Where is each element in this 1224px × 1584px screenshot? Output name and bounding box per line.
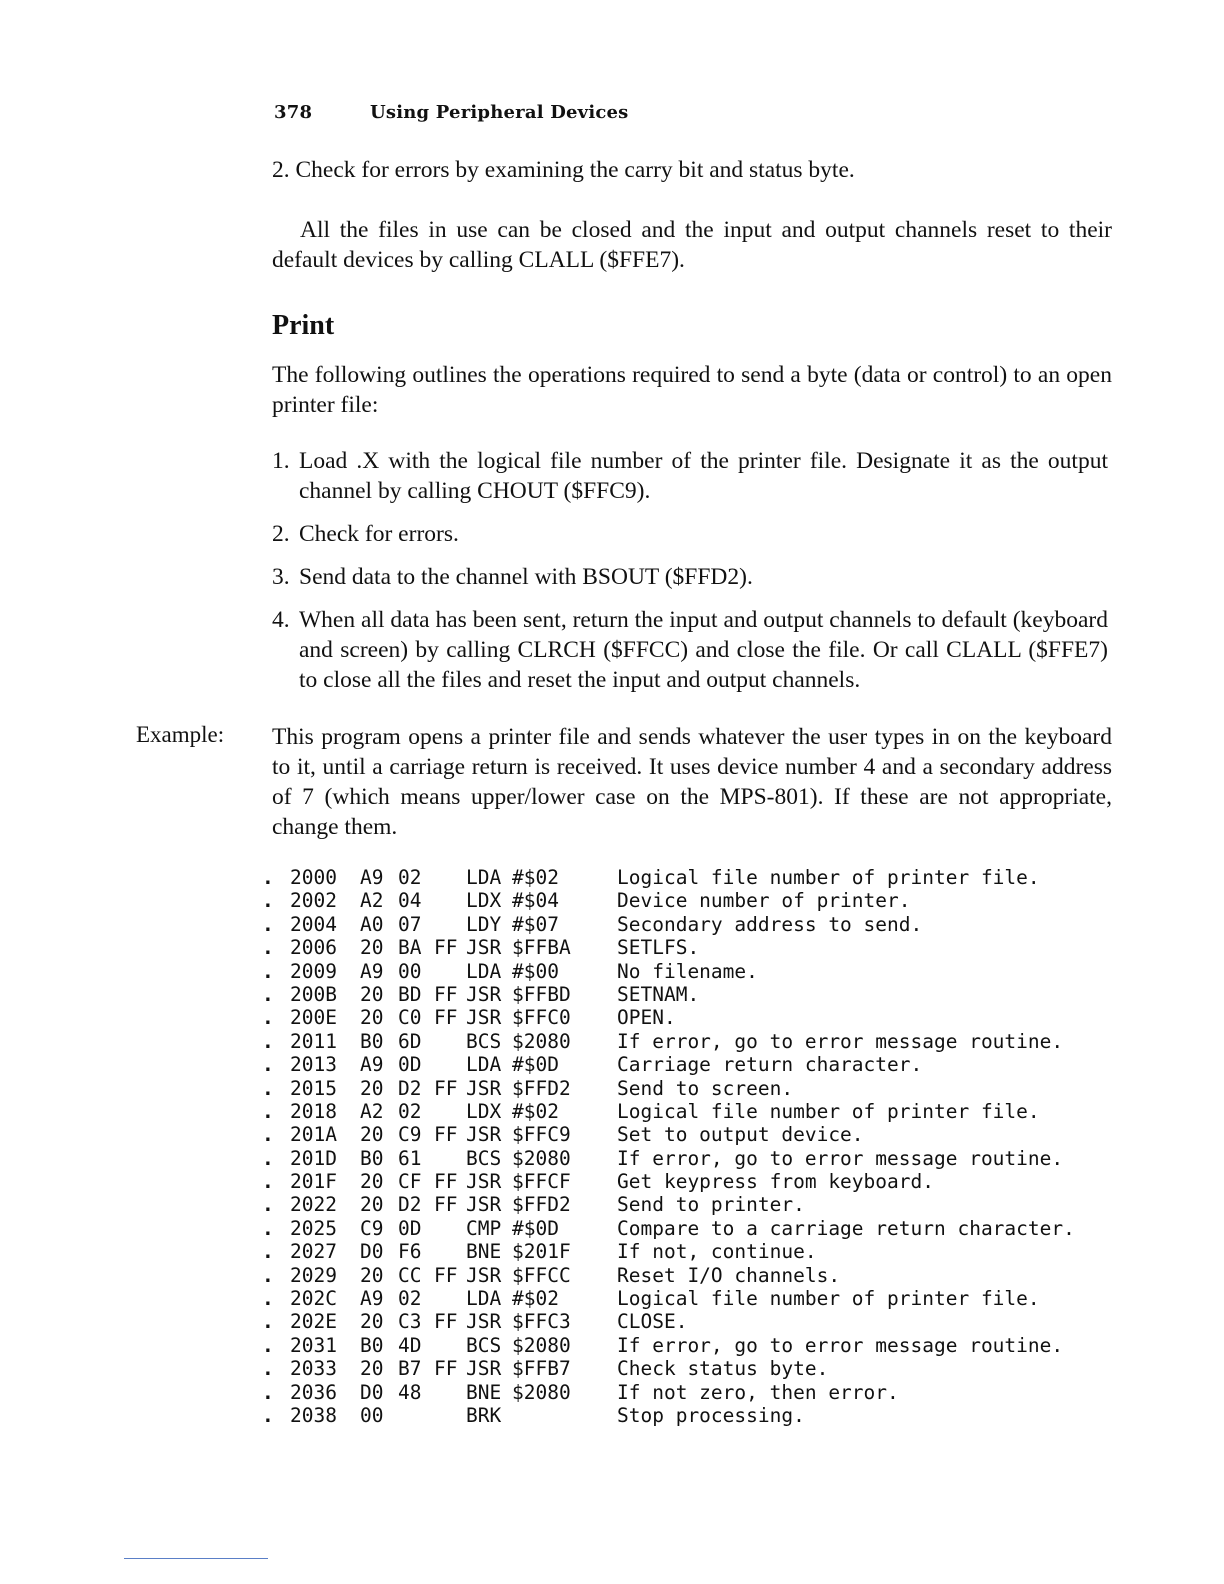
comment: Device number of printer.	[617, 889, 911, 913]
mnemonic: JSR	[466, 1076, 502, 1100]
address: 2013	[290, 1053, 337, 1077]
row-dot: .	[262, 1240, 274, 1264]
row-dot: .	[262, 959, 274, 983]
operand: $201F	[512, 1240, 571, 1264]
mnemonic: BNE	[466, 1240, 502, 1264]
operand: $2080	[512, 1029, 571, 1053]
comment: No filename.	[617, 959, 758, 983]
footer-rule	[124, 1558, 268, 1559]
address: 2025	[290, 1216, 337, 1240]
byte-1: A0	[360, 912, 384, 936]
comment: OPEN.	[617, 1006, 676, 1030]
byte-1: 20	[360, 1310, 384, 1334]
operand: $FFBA	[512, 936, 571, 960]
byte-2: 0D	[398, 1216, 422, 1240]
address: 2004	[290, 912, 337, 936]
address: 2018	[290, 1099, 337, 1123]
byte-1: 20	[360, 1193, 384, 1217]
mnemonic: BCS	[466, 1029, 502, 1053]
byte-3: FF	[434, 1310, 458, 1334]
byte-3: FF	[434, 982, 458, 1006]
comment: If error, go to error message routine.	[617, 1146, 1064, 1170]
byte-2: 02	[398, 866, 422, 889]
row-dot: .	[262, 1380, 274, 1404]
byte-2: 61	[398, 1146, 422, 1170]
byte-1: A2	[360, 889, 384, 913]
byte-1: A9	[360, 959, 384, 983]
steps-list	[272, 446, 1108, 708]
operand: #$07	[512, 912, 559, 936]
row-dot: .	[262, 1076, 274, 1100]
mnemonic: JSR	[466, 1123, 502, 1147]
row-dot: .	[262, 1263, 274, 1287]
page-number: 378	[274, 102, 313, 123]
operand: $FFC3	[512, 1310, 571, 1334]
comment: Reset I/O channels.	[617, 1263, 841, 1287]
step-text: Check for errors.	[299, 521, 459, 547]
byte-2: 48	[398, 1380, 422, 1404]
byte-1: 20	[360, 1076, 384, 1100]
byte-1: 20	[360, 1170, 384, 1194]
byte-2: CC	[398, 1263, 422, 1287]
mnemonic: BCS	[466, 1333, 502, 1357]
byte-2: 0D	[398, 1053, 422, 1077]
byte-2: 02	[398, 1099, 422, 1123]
byte-1: D0	[360, 1240, 384, 1264]
address: 2036	[290, 1380, 337, 1404]
mnemonic: LDA	[466, 1053, 502, 1077]
byte-1: A2	[360, 1099, 384, 1123]
address: 2031	[290, 1333, 337, 1357]
byte-2: B7	[398, 1357, 422, 1381]
row-dot: .	[262, 1099, 274, 1123]
comment: Get keypress from keyboard.	[617, 1170, 934, 1194]
operand: $2080	[512, 1146, 571, 1170]
address: 201A	[290, 1123, 337, 1147]
byte-2: 04	[398, 889, 422, 913]
operand: $FFD2	[512, 1193, 571, 1217]
intro-item-text: Check for errors by examining the carry bit and status byte.	[295, 157, 855, 183]
running-title: Using Peripheral Devices	[370, 102, 629, 123]
list-item	[272, 605, 1108, 695]
comment: If error, go to error message routine.	[617, 1029, 1064, 1053]
comment: Send to screen.	[617, 1076, 794, 1100]
comment: Set to output device.	[617, 1123, 864, 1147]
mnemonic: LDX	[466, 1099, 502, 1123]
byte-2: D2	[398, 1193, 422, 1217]
row-dot: .	[262, 982, 274, 1006]
byte-1: A9	[360, 866, 384, 889]
byte-1: 00	[360, 1403, 384, 1427]
address: 200E	[290, 1006, 337, 1030]
mnemonic: JSR	[466, 1310, 502, 1334]
byte-1: 20	[360, 1263, 384, 1287]
operand: $FFD2	[512, 1076, 571, 1100]
address: 202E	[290, 1310, 337, 1334]
comment: Logical file number of printer file.	[617, 1099, 1040, 1123]
address: 2006	[290, 936, 337, 960]
address: 2011	[290, 1029, 337, 1053]
row-dot: .	[262, 889, 274, 913]
address: 200B	[290, 982, 337, 1006]
byte-2: 07	[398, 912, 422, 936]
row-dot: .	[262, 1123, 274, 1147]
list-item	[272, 446, 1108, 506]
mnemonic: JSR	[466, 1357, 502, 1381]
byte-2: C0	[398, 1006, 422, 1030]
byte-2: C3	[398, 1310, 422, 1334]
operand: $FFCF	[512, 1170, 571, 1194]
byte-2: 02	[398, 1287, 422, 1311]
comment: SETNAM.	[617, 982, 700, 1006]
comment: Logical file number of printer file.	[617, 1287, 1040, 1311]
mnemonic: JSR	[466, 1170, 502, 1194]
byte-1: B0	[360, 1029, 384, 1053]
mnemonic: JSR	[466, 1193, 502, 1217]
byte-2: CF	[398, 1170, 422, 1194]
byte-3: FF	[434, 1076, 458, 1100]
address: 201F	[290, 1170, 337, 1194]
address: 2033	[290, 1357, 337, 1381]
mnemonic: BCS	[466, 1146, 502, 1170]
comment: Carriage return character.	[617, 1053, 923, 1077]
row-dot: .	[262, 912, 274, 936]
mnemonic: JSR	[466, 1006, 502, 1030]
step-text: Load .X with the logical file number of the printer file. Designate it as the output channel by calling CHOUT ($FFC9).	[299, 448, 1108, 504]
example-text: This program opens a printer file and sends whatever the user types in on the keyboard to it, until a carriage return is received. It uses device number 4 and a secondary address of 7 (which means upper/lower case on the MPS-801). If these are not appropriate, change them.	[272, 724, 1112, 840]
byte-1: 20	[360, 1123, 384, 1147]
address: 2000	[290, 866, 337, 889]
operand: #$02	[512, 1287, 559, 1311]
row-dot: .	[262, 1357, 274, 1381]
byte-2: BD	[398, 982, 422, 1006]
byte-1: B0	[360, 1146, 384, 1170]
operand: #$0D	[512, 1053, 559, 1077]
comment: Secondary address to send.	[617, 912, 923, 936]
step-text: When all data has been sent, return the input and output channels to default (keyboard and screen) by calling CLRCH ($FFCC) and close the file. Or call CLALL ($FFE7) to close all the files and reset the input and output channels.	[299, 607, 1108, 693]
row-dot: .	[262, 1216, 274, 1240]
row-dot: .	[262, 1403, 274, 1427]
operand: $2080	[512, 1380, 571, 1404]
row-dot: .	[262, 1287, 274, 1311]
row-dot: .	[262, 1333, 274, 1357]
row-dot: .	[262, 1310, 274, 1334]
row-dot: .	[262, 1006, 274, 1030]
byte-1: 20	[360, 982, 384, 1006]
byte-1: A9	[360, 1053, 384, 1077]
step-number: 1.	[272, 448, 290, 474]
byte-3: FF	[434, 1357, 458, 1381]
mnemonic: LDY	[466, 912, 502, 936]
byte-2: 00	[398, 959, 422, 983]
list-item	[272, 562, 1108, 592]
step-number: 3.	[272, 564, 290, 590]
mnemonic: JSR	[466, 982, 502, 1006]
mnemonic: CMP	[466, 1216, 502, 1240]
byte-3: FF	[434, 1263, 458, 1287]
comment: If error, go to error message routine.	[617, 1333, 1064, 1357]
comment: Send to printer.	[617, 1193, 805, 1217]
row-dot: .	[262, 1053, 274, 1077]
operand: $FFC9	[512, 1123, 571, 1147]
byte-1: D0	[360, 1380, 384, 1404]
operand: $FFB7	[512, 1357, 571, 1381]
intro-list-item	[272, 155, 1112, 185]
address: 2022	[290, 1193, 337, 1217]
row-dot: .	[262, 1029, 274, 1053]
address: 2009	[290, 959, 337, 983]
comment: If not, continue.	[617, 1240, 817, 1264]
mnemonic: LDA	[466, 1287, 502, 1311]
byte-2: 4D	[398, 1333, 422, 1357]
byte-1: 20	[360, 1357, 384, 1381]
section-heading: Print	[272, 310, 335, 341]
comment: SETLFS.	[617, 936, 700, 960]
step-number: 4.	[272, 607, 290, 633]
row-dot: .	[262, 1170, 274, 1194]
operand: #$00	[512, 959, 559, 983]
operand: #$04	[512, 889, 559, 913]
byte-2: BA	[398, 936, 422, 960]
mnemonic: JSR	[466, 1263, 502, 1287]
byte-1: B0	[360, 1333, 384, 1357]
address: 2015	[290, 1076, 337, 1100]
byte-3: FF	[434, 1193, 458, 1217]
row-dot: .	[262, 1193, 274, 1217]
mnemonic: LDA	[466, 959, 502, 983]
row-dot: .	[262, 1146, 274, 1170]
row-dot: .	[262, 866, 274, 889]
mnemonic: LDX	[466, 889, 502, 913]
address: 2002	[290, 889, 337, 913]
address: 202C	[290, 1287, 337, 1311]
operand: #$02	[512, 1099, 559, 1123]
byte-1: A9	[360, 1287, 384, 1311]
operand: $FFCC	[512, 1263, 571, 1287]
byte-2: D2	[398, 1076, 422, 1100]
list-item	[272, 519, 1108, 549]
example-label: Example:	[136, 722, 225, 747]
paragraph-clall: All the files in use can be closed and the input and output channels reset to their default devices by calling CLALL ($FFE7).	[272, 217, 1112, 273]
paragraph-print: The following outlines the operations required to send a byte (data or control) to an open printer file:	[272, 362, 1112, 418]
byte-2: C9	[398, 1123, 422, 1147]
byte-2: F6	[398, 1240, 422, 1264]
address: 2038	[290, 1403, 337, 1427]
intro-item-number: 2.	[272, 157, 290, 183]
comment: If not zero, then error.	[617, 1380, 899, 1404]
running-head	[274, 102, 629, 123]
operand: #$0D	[512, 1216, 559, 1240]
address: 2029	[290, 1263, 337, 1287]
mnemonic: LDA	[466, 866, 502, 889]
operand: $2080	[512, 1333, 571, 1357]
comment: Logical file number of printer file.	[617, 866, 1040, 889]
byte-2: 6D	[398, 1029, 422, 1053]
byte-3: FF	[434, 1123, 458, 1147]
byte-3: FF	[434, 1006, 458, 1030]
comment: CLOSE.	[617, 1310, 688, 1334]
mnemonic: JSR	[466, 936, 502, 960]
address: 2027	[290, 1240, 337, 1264]
operand: $FFC0	[512, 1006, 571, 1030]
mnemonic: BNE	[466, 1380, 502, 1404]
comment: Check status byte.	[617, 1357, 829, 1381]
address: 201D	[290, 1146, 337, 1170]
byte-3: FF	[434, 936, 458, 960]
operand: $FFBD	[512, 982, 571, 1006]
step-text: Send data to the channel with BSOUT ($FFD2).	[299, 564, 753, 590]
byte-1: 20	[360, 936, 384, 960]
comment: Compare to a carriage return character.	[617, 1216, 1075, 1240]
comment: Stop processing.	[617, 1403, 805, 1427]
row-dot: .	[262, 936, 274, 960]
operand: #$02	[512, 866, 559, 889]
step-number: 2.	[272, 521, 290, 547]
byte-1: 20	[360, 1006, 384, 1030]
mnemonic: BRK	[466, 1403, 502, 1427]
byte-1: C9	[360, 1216, 384, 1240]
byte-3: FF	[434, 1170, 458, 1194]
